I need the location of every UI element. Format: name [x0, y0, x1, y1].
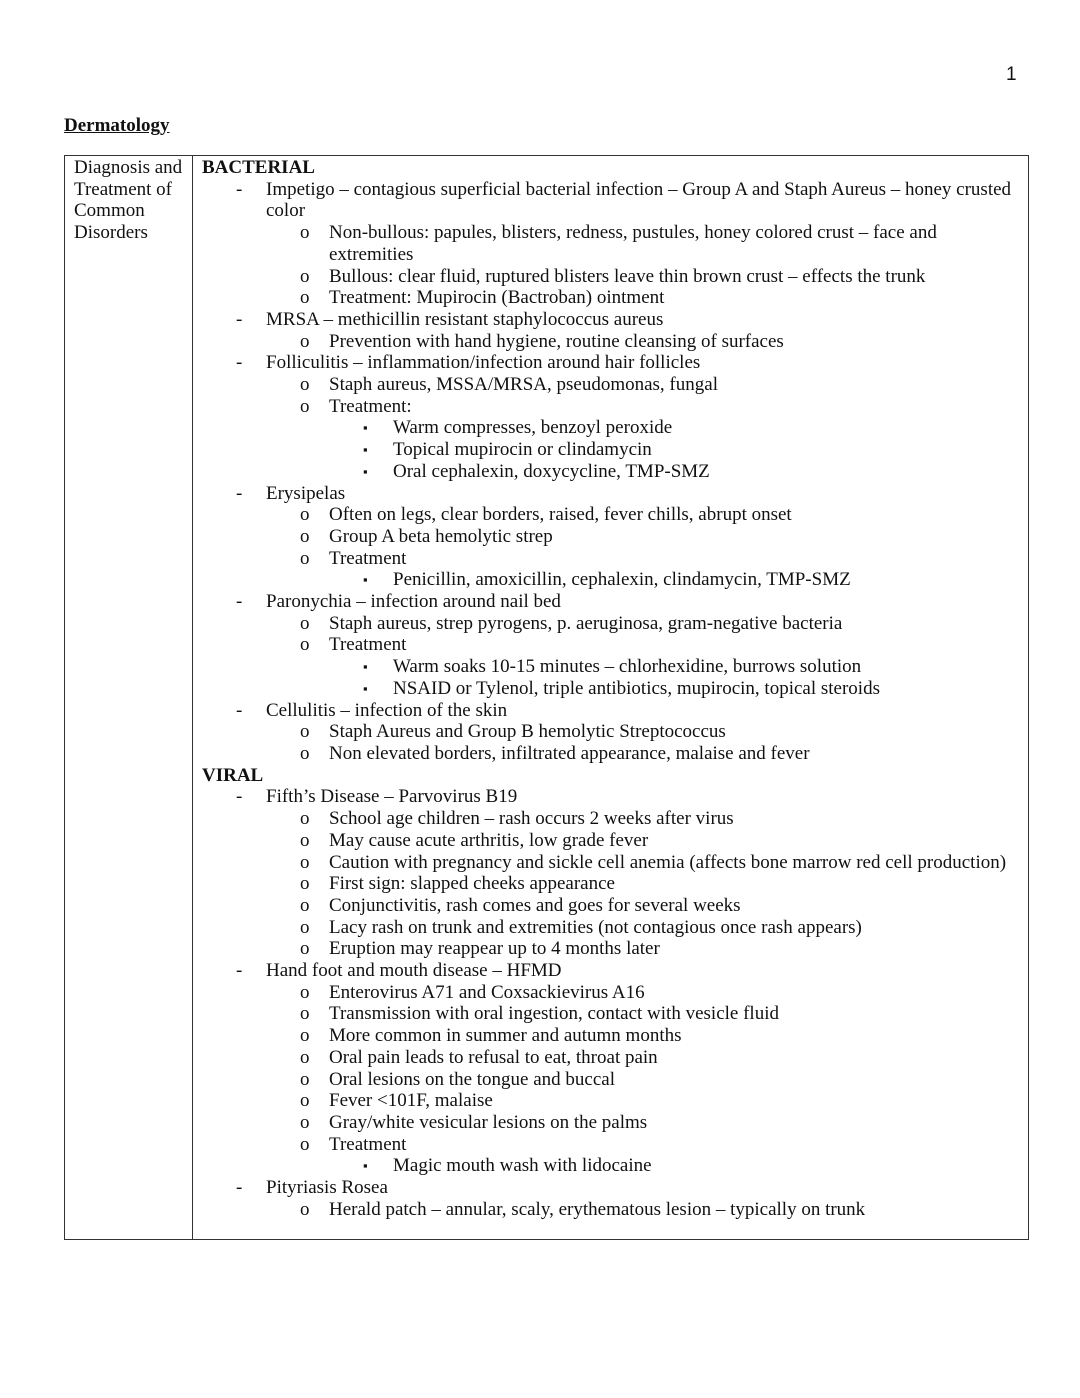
dash-bullet-icon: - [236, 591, 243, 613]
list-item [202, 634, 1020, 656]
circle-bullet-icon: o [300, 851, 310, 873]
list-item-text: Herald patch – annular, scaly, erythematous lesion – typically on trunk [329, 1198, 866, 1220]
list-item [202, 656, 1020, 678]
circle-bullet-icon: o [300, 504, 310, 526]
dash-bullet-icon: - [236, 786, 243, 808]
list-item-text: More common in summer and autumn months [329, 1025, 682, 1047]
circle-bullet-icon: o [300, 287, 310, 309]
table-row [65, 156, 1029, 1240]
list-item-text: Conjunctivitis, rash comes and goes for several weeks [329, 894, 741, 916]
list-item [202, 1003, 1020, 1025]
list-item [202, 483, 1020, 505]
circle-bullet-icon: o [300, 525, 310, 547]
list-item [202, 895, 1020, 917]
circle-bullet-icon: o [300, 1090, 310, 1112]
list-item [202, 786, 1020, 808]
circle-bullet-icon: o [300, 742, 310, 764]
list-item [202, 417, 1020, 439]
list-item-text: Pityriasis Rosea [266, 1177, 388, 1199]
list-item-text: Impetigo – contagious superficial bacterial infection – Group A and Staph Aureus – honey crusted color [266, 178, 1012, 222]
circle-bullet-icon: o [300, 395, 310, 417]
list-item-text: First sign: slapped cheeks appearance [329, 873, 615, 895]
list-item-text: Bullous: clear fluid, ruptured blisters leave thin brown crust – effects the trunk [329, 265, 926, 287]
list-item-text: VIRAL [202, 764, 264, 786]
list-item-text: Treatment: Mupirocin (Bactroban) ointment [329, 287, 665, 309]
list-item [202, 222, 1020, 265]
list-item-text: Fifth’s Disease – Parvovirus B19 [266, 786, 518, 808]
list-item-text: Oral pain leads to refusal to eat, throat pain [329, 1046, 658, 1068]
list-item-text: NSAID or Tylenol, triple antibiotics, mupirocin, topical steroids [393, 677, 880, 699]
list-item-text: Transmission with oral ingestion, contact with vesicle fluid [329, 1003, 779, 1025]
list-item-text: Prevention with hand hygiene, routine cleansing of surfaces [329, 330, 784, 352]
circle-bullet-icon: o [300, 330, 310, 352]
content-cell [193, 156, 1029, 1240]
circle-bullet-icon: o [300, 1133, 310, 1155]
circle-bullet-icon: o [300, 374, 310, 396]
list-item-text: Caution with pregnancy and sickle cell anemia (affects bone marrow red cell production) [329, 851, 1007, 873]
section-heading [202, 157, 1020, 179]
list-item-text: Fever <101F, malaise [329, 1090, 493, 1112]
circle-bullet-icon: o [300, 829, 310, 851]
list-item-text: Warm soaks 10-15 minutes – chlorhexidine, burrows solution [393, 656, 862, 678]
list-item [202, 982, 1020, 1004]
list-item-text: Penicillin, amoxicillin, cephalexin, clindamycin, TMP-SMZ [393, 569, 851, 591]
list-item [202, 331, 1020, 353]
dash-bullet-icon: - [236, 308, 243, 330]
list-item [202, 1177, 1020, 1199]
list-item [202, 591, 1020, 613]
dash-bullet-icon: - [236, 352, 243, 374]
dash-bullet-icon: - [236, 960, 243, 982]
list-item [202, 852, 1020, 874]
list-item [202, 873, 1020, 895]
list-item [202, 1090, 1020, 1112]
list-item [202, 808, 1020, 830]
dash-bullet-icon: - [236, 699, 243, 721]
list-item [202, 504, 1020, 526]
square-bullet-icon: ▪ [363, 442, 368, 458]
circle-bullet-icon: o [300, 873, 310, 895]
list-item-text: Erysipelas [266, 482, 346, 504]
list-item-text: Treatment [329, 634, 407, 656]
list-item-text: Folliculitis – inflammation/infection around hair follicles [266, 352, 701, 374]
list-item-text: Warm compresses, benzoyl peroxide [393, 417, 673, 439]
circle-bullet-icon: o [300, 1198, 310, 1220]
circle-bullet-icon: o [300, 894, 310, 916]
list-item [202, 548, 1020, 570]
list-item [202, 309, 1020, 331]
square-bullet-icon: ▪ [363, 659, 368, 675]
list-item-text: Group A beta hemolytic strep [329, 525, 553, 547]
list-item [202, 1112, 1020, 1134]
circle-bullet-icon: o [300, 1111, 310, 1133]
list-item-text: Lacy rash on trunk and extremities (not contagious once rash appears) [329, 916, 862, 938]
document-title: Dermatology [64, 115, 170, 136]
list-item [202, 721, 1020, 743]
dash-bullet-icon: - [236, 1177, 243, 1199]
list-item [202, 439, 1020, 461]
list-item-text: Non-bullous: papules, blisters, redness, pustules, honey colored crust – face and extremities [329, 222, 937, 265]
circle-bullet-icon: o [300, 1003, 310, 1025]
list-item-text: Staph aureus, strep pyrogens, p. aeruginosa, gram-negative bacteria [329, 612, 843, 634]
circle-bullet-icon: o [300, 634, 310, 656]
dash-bullet-icon: - [236, 482, 243, 504]
circle-bullet-icon: o [300, 222, 310, 244]
list-item [202, 179, 1020, 222]
list-item [202, 1069, 1020, 1091]
square-bullet-icon: ▪ [363, 463, 368, 479]
list-item [202, 569, 1020, 591]
list-item [202, 461, 1020, 483]
square-bullet-icon: ▪ [363, 420, 368, 436]
list-item-text: Magic mouth wash with lidocaine [393, 1155, 652, 1177]
circle-bullet-icon: o [300, 1025, 310, 1047]
list-item [202, 830, 1020, 852]
list-item [202, 1134, 1020, 1156]
circle-bullet-icon: o [300, 938, 310, 960]
list-item-text: Staph Aureus and Group B hemolytic Streptococcus [329, 721, 726, 743]
list-item [202, 374, 1020, 396]
section-heading [202, 765, 1020, 787]
square-bullet-icon: ▪ [363, 680, 368, 696]
list-item-text: Topical mupirocin or clindamycin [393, 439, 652, 461]
list-item [202, 1025, 1020, 1047]
list-item [202, 287, 1020, 309]
list-item-text: Oral lesions on the tongue and buccal [329, 1068, 615, 1090]
notes-table [64, 155, 1029, 1240]
list-item [202, 352, 1020, 374]
page-number: 1 [1006, 64, 1017, 85]
list-item-text: Often on legs, clear borders, raised, fever chills, abrupt onset [329, 504, 792, 526]
list-item [202, 700, 1020, 722]
list-item-text: Enterovirus A71 and Coxsackievirus A16 [329, 981, 645, 1003]
square-bullet-icon: ▪ [363, 1158, 368, 1174]
list-item-text: May cause acute arthritis, low grade fever [329, 829, 649, 851]
dash-bullet-icon: - [236, 178, 243, 200]
list-item-text: Paronychia – infection around nail bed [266, 591, 561, 613]
square-bullet-icon: ▪ [363, 572, 368, 588]
list-item [202, 1047, 1020, 1069]
circle-bullet-icon: o [300, 721, 310, 743]
circle-bullet-icon: o [300, 1068, 310, 1090]
circle-bullet-icon: o [300, 547, 310, 569]
topic-cell: Diagnosis and Treatment of Common Disorders [65, 156, 193, 1240]
list-item [202, 266, 1020, 288]
list-item [202, 678, 1020, 700]
list-item [202, 1199, 1020, 1221]
list-item-text: MRSA – methicillin resistant staphylococcus aureus [266, 308, 664, 330]
list-item-text: Non elevated borders, infiltrated appearance, malaise and fever [329, 742, 810, 764]
list-item-text: Cellulitis – infection of the skin [266, 699, 508, 721]
list-item-text: Treatment [329, 1133, 407, 1155]
circle-bullet-icon: o [300, 1046, 310, 1068]
list-item [202, 938, 1020, 960]
list-item-text: Treatment: [329, 395, 412, 417]
list-item [202, 396, 1020, 418]
circle-bullet-icon: o [300, 808, 310, 830]
list-item-text: BACTERIAL [202, 157, 315, 178]
list-item-text: Oral cephalexin, doxycycline, TMP-SMZ [393, 460, 710, 482]
circle-bullet-icon: o [300, 612, 310, 634]
list-item [202, 743, 1020, 765]
list-item [202, 1155, 1020, 1177]
circle-bullet-icon: o [300, 981, 310, 1003]
list-item-text: Treatment [329, 547, 407, 569]
list-item-text: Eruption may reappear up to 4 months later [329, 938, 660, 960]
list-item [202, 917, 1020, 939]
list-item [202, 613, 1020, 635]
list-item-text: Staph aureus, MSSA/MRSA, pseudomonas, fungal [329, 374, 718, 396]
list-item-text: School age children – rash occurs 2 weeks after virus [329, 808, 734, 830]
list-item-text: Hand foot and mouth disease – HFMD [266, 960, 562, 982]
list-item-text: Gray/white vesicular lesions on the palms [329, 1111, 648, 1133]
circle-bullet-icon: o [300, 265, 310, 287]
circle-bullet-icon: o [300, 916, 310, 938]
list-item [202, 960, 1020, 982]
list-item [202, 526, 1020, 548]
